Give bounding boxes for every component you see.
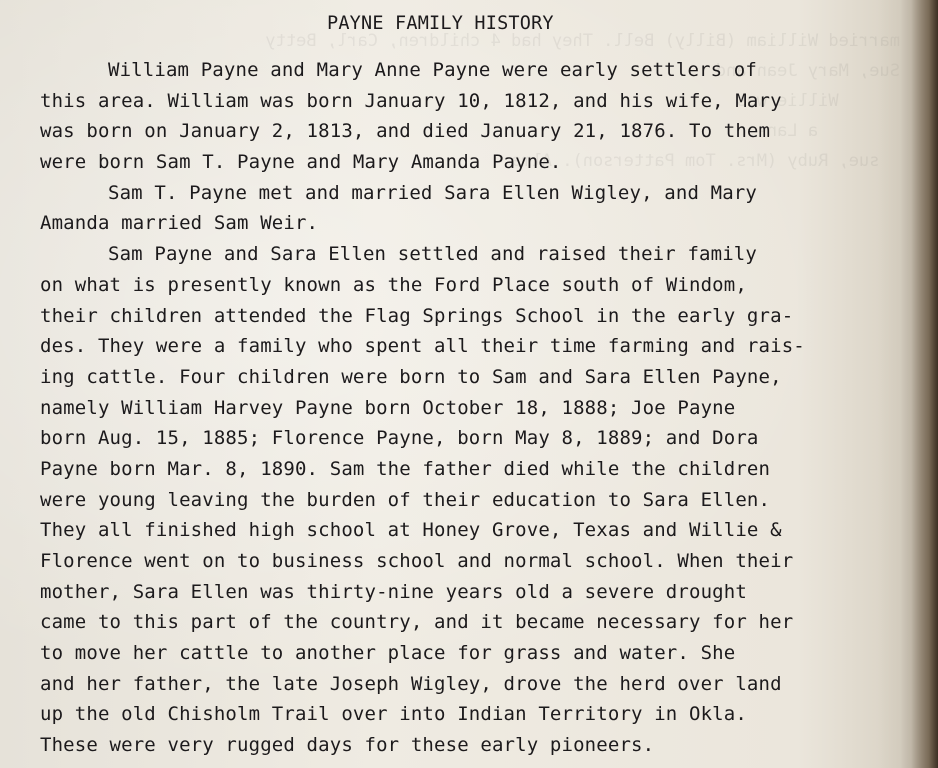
text-line: Sam Payne and Sara Ellen settled and raised their family (108, 243, 757, 266)
text-line: to move her cattle to another place for grass and water. She (40, 642, 736, 665)
text-line: born Aug. 15, 1885; Florence Payne, born May 8, 1889; and Dora (40, 427, 759, 450)
text-line: up the old Chisholm Trail over into Indian Territory in Okla. (40, 703, 747, 726)
document-title: PAYNE FAMILY HISTORY (327, 13, 554, 34)
text-line: this area. William was born January 10, 1812, and his wife, Mary (40, 89, 782, 112)
text-line: des. They were a family who spent all their time farming and rais- (40, 335, 805, 358)
text-line: mother, Sara Ellen was thirty-nine years old a severe drought (40, 580, 747, 603)
text-line: came to this part of the country, and it became necessary for her (40, 611, 794, 634)
text-line: William Payne and Mary Anne Payne were early settlers of (108, 59, 757, 81)
text-line: Amanda married Sam Weir. (40, 212, 319, 235)
text-line: These were very rugged days for these early pioneers. (40, 734, 655, 757)
show-through-text: married William (Billy) Bell. They had 4 children, Carl, Betty Sue, Mary Jean and Willie was a Lan- sue, Ruby (Mrs. Tom Patterson). Alma (265, 31, 900, 171)
text-line: ing cattle. Four children were born to Sam and Sara Ellen Payne, (40, 365, 782, 388)
history-body-text (40, 55, 920, 761)
text-line: was born on January 2, 1813, and died January 21, 1876. To them (40, 120, 771, 143)
text-line: They all finished high school at Honey Grove, Texas and Willie & (40, 519, 782, 542)
text-line: Payne born Mar. 8, 1890. Sam the father died while the children (40, 457, 771, 480)
text-line: on what is presently known as the Ford Place south of Windom, (40, 273, 747, 296)
text-line: were born Sam T. Payne and Mary Amanda Payne. (40, 151, 562, 174)
text-line: Florence went on to business school and normal school. When their (40, 550, 794, 572)
text-line: Sam T. Payne met and married Sara Ellen Wigley, and Mary (108, 181, 757, 204)
text-line: and her father, the late Joseph Wigley, drove the herd over land (40, 672, 782, 695)
text-line: were young leaving the burden of their education to Sara Ellen. (40, 488, 771, 511)
text-line: namely William Harvey Payne born October 18, 1888; Joe Payne (40, 396, 736, 419)
text-line: their children attended the Flag Springs School in the early gra- (40, 304, 794, 327)
